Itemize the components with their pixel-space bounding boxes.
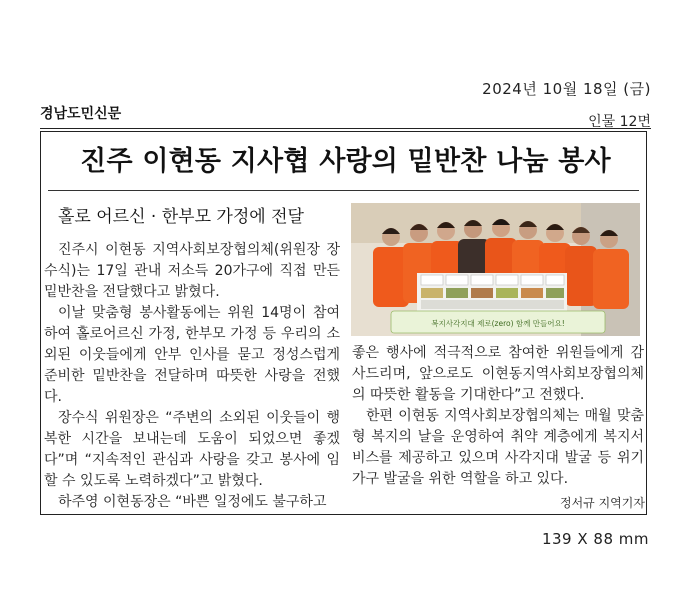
headline: 진주 이현동 지사협 사랑의 밑반찬 나눔 봉사: [80, 146, 611, 177]
article-column-1: [44, 240, 340, 513]
byline: 정서규 지역기자: [560, 496, 645, 510]
side-banchan-containers: [417, 273, 567, 311]
page-section: 인물 12면: [588, 114, 651, 130]
paragraph: 진주시 이현동 지역사회보장협의체(위원장 장수식)는 17일 관내 저소득 20가구에 직접 만든 밑반찬을 전달했다고 밝혔다.: [44, 242, 340, 300]
campaign-banner: [391, 311, 605, 333]
volunteers-photo: [351, 203, 640, 336]
paragraph: 이날 맞춤형 봉사활동에는 위원 14명이 참여하여 홀로어르신 가정, 한부모 가정 등 우리의 소외된 이웃들에게 안부 인사를 묻고 정성스럽게 준비한 밑반찬을 전달하며 따뜻한 사랑을 전했다.: [44, 305, 340, 405]
paragraph: 한편 이현동 지역사회보장협의체는 매월 맞춤형 복지의 날을 운영하여 취약 계층에게 복지서비스를 제공하고 있으며 사각지대 발굴 등 위기가구 발굴을 위한 역할을 하고 있다.: [352, 408, 644, 487]
article-photo: [351, 203, 640, 336]
subheadline: 홀로 어르신 · 한부모 가정에 전달: [58, 207, 304, 227]
newspaper-name: 경남도민신문: [40, 106, 122, 122]
headline-rule: [48, 190, 639, 191]
article-column-2: [352, 343, 644, 490]
banner-text: 복지사각지대 제로(zero) 함께 만들어요!: [431, 319, 565, 328]
paragraph: 장수식 위원장은 “주변의 소외된 이웃들이 행복한 시간을 보내는데 도움이 되었으면 좋겠다”며 “지속적인 관심과 사랑을 갖고 봉사에 임할 수 있도록 노력하겠다”고 밝혔다.: [44, 410, 340, 489]
header-rule: [40, 128, 651, 129]
paragraph: 좋은 행사에 적극적으로 참여한 위원들에게 감사드리며, 앞으로도 이현동지역사회보장협의체의 따뜻한 활동을 기대한다”고 전했다.: [352, 345, 644, 403]
clipping-size: 139 X 88 mm: [541, 530, 649, 548]
publication-date: 2024년 10월 18일 (금): [482, 80, 651, 98]
paragraph: 하주영 이현동장은 “바쁜 일정에도 불구하고: [58, 494, 327, 510]
